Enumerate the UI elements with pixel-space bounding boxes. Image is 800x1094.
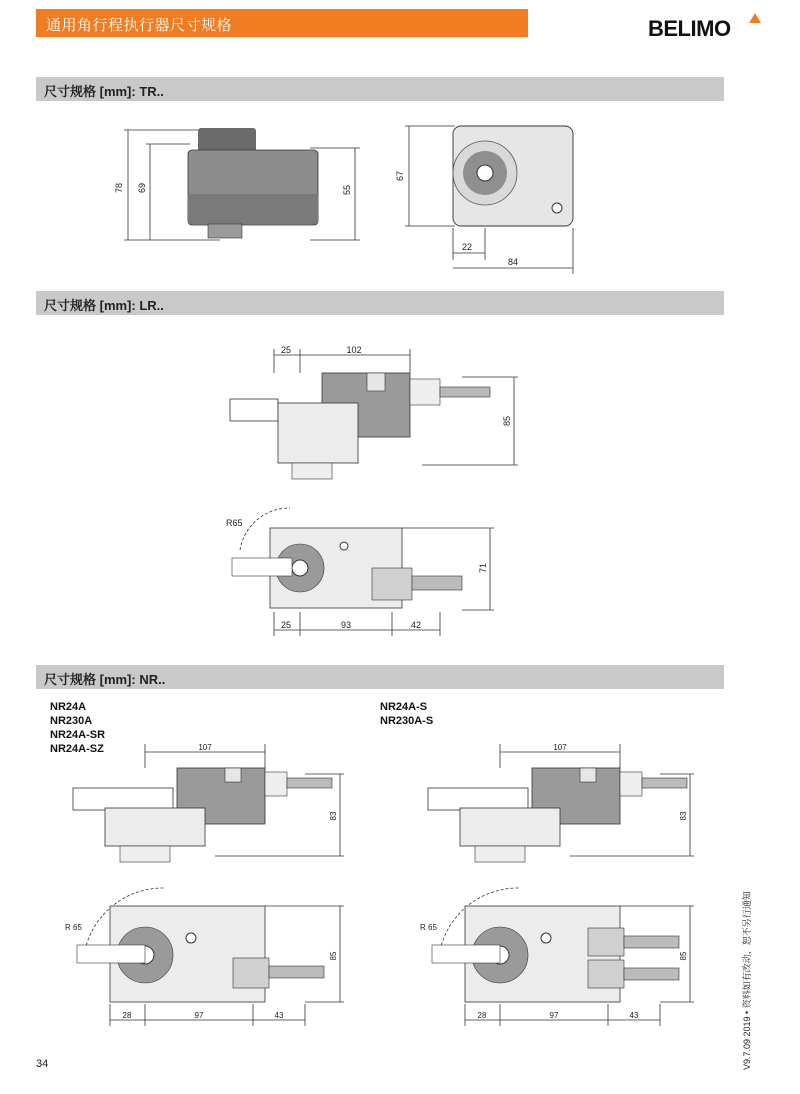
dim-93: 93 <box>340 620 352 630</box>
dim-97-left: 97 <box>194 1011 204 1020</box>
header-title: 通用角行程执行器尺寸规格 <box>46 17 233 34</box>
nr-right-top-view-drawing <box>420 880 710 1030</box>
section-title-lr: 尺寸规格 [mm]: LR.. <box>44 298 164 313</box>
dim-28-left: 28 <box>122 1011 132 1020</box>
dim-85-right: 85 <box>679 951 688 961</box>
dim-71: 71 <box>478 562 488 574</box>
version-note: V9.7.09 2019 • 资料如有改动，恕不另行通知 <box>742 891 752 1070</box>
model-label: NR24A-SZ <box>50 743 104 755</box>
lr-side-view-drawing <box>222 343 522 488</box>
dim-43-left: 43 <box>274 1011 284 1020</box>
model-label: NR230A-S <box>380 715 434 727</box>
section-header-nr <box>36 665 724 689</box>
dim-85-left: 85 <box>329 951 338 961</box>
dim-r65-right: R 65 <box>420 923 437 932</box>
dim-97-right: 97 <box>549 1011 559 1020</box>
model-label: NR24A-SR <box>50 729 106 741</box>
nr-left-side-view-drawing <box>65 738 355 868</box>
dim-25-top: 25 <box>280 345 292 355</box>
dim-85-lr: 85 <box>502 415 512 427</box>
dim-107-left: 107 <box>198 743 212 752</box>
header-bar <box>36 9 528 37</box>
dim-r65-left: R 65 <box>65 923 82 932</box>
section-header-tr <box>36 77 724 101</box>
dim-28-right: 28 <box>477 1011 487 1020</box>
nr-left-top-view-drawing <box>65 880 355 1030</box>
dim-107-right: 107 <box>553 743 567 752</box>
model-label: NR24A <box>50 701 87 713</box>
dim-22: 22 <box>461 242 473 252</box>
nr-models-right <box>380 700 433 728</box>
nr-right-side-view-drawing <box>420 738 710 868</box>
section-header-lr <box>36 291 724 315</box>
logo-mark-icon <box>748 12 762 24</box>
dim-43-right: 43 <box>629 1011 639 1020</box>
belimo-logo <box>648 12 768 42</box>
lr-top-view-drawing <box>222 500 522 642</box>
dim-r65-lr: R65 <box>226 518 243 528</box>
dim-83-left: 83 <box>329 811 338 821</box>
dim-69: 69 <box>137 182 147 194</box>
dim-42: 42 <box>410 620 422 630</box>
page-number: 34 <box>36 1058 49 1070</box>
dim-55: 55 <box>342 184 352 196</box>
dim-102: 102 <box>346 345 362 355</box>
tr-front-view-drawing <box>395 118 595 273</box>
model-label: NR24A-S <box>380 701 428 713</box>
section-title-nr: 尺寸规格 [mm]: NR.. <box>44 672 166 687</box>
dim-84: 84 <box>507 257 519 267</box>
brand-name: BELIMO <box>648 16 731 41</box>
tr-side-view-drawing <box>110 118 370 268</box>
dim-67: 67 <box>395 170 405 182</box>
dim-83-right: 83 <box>679 811 688 821</box>
section-title-tr: 尺寸规格 [mm]: TR.. <box>44 84 164 99</box>
model-label: NR230A <box>50 715 93 727</box>
dim-25-bottom: 25 <box>280 620 292 630</box>
dim-78: 78 <box>114 182 124 194</box>
